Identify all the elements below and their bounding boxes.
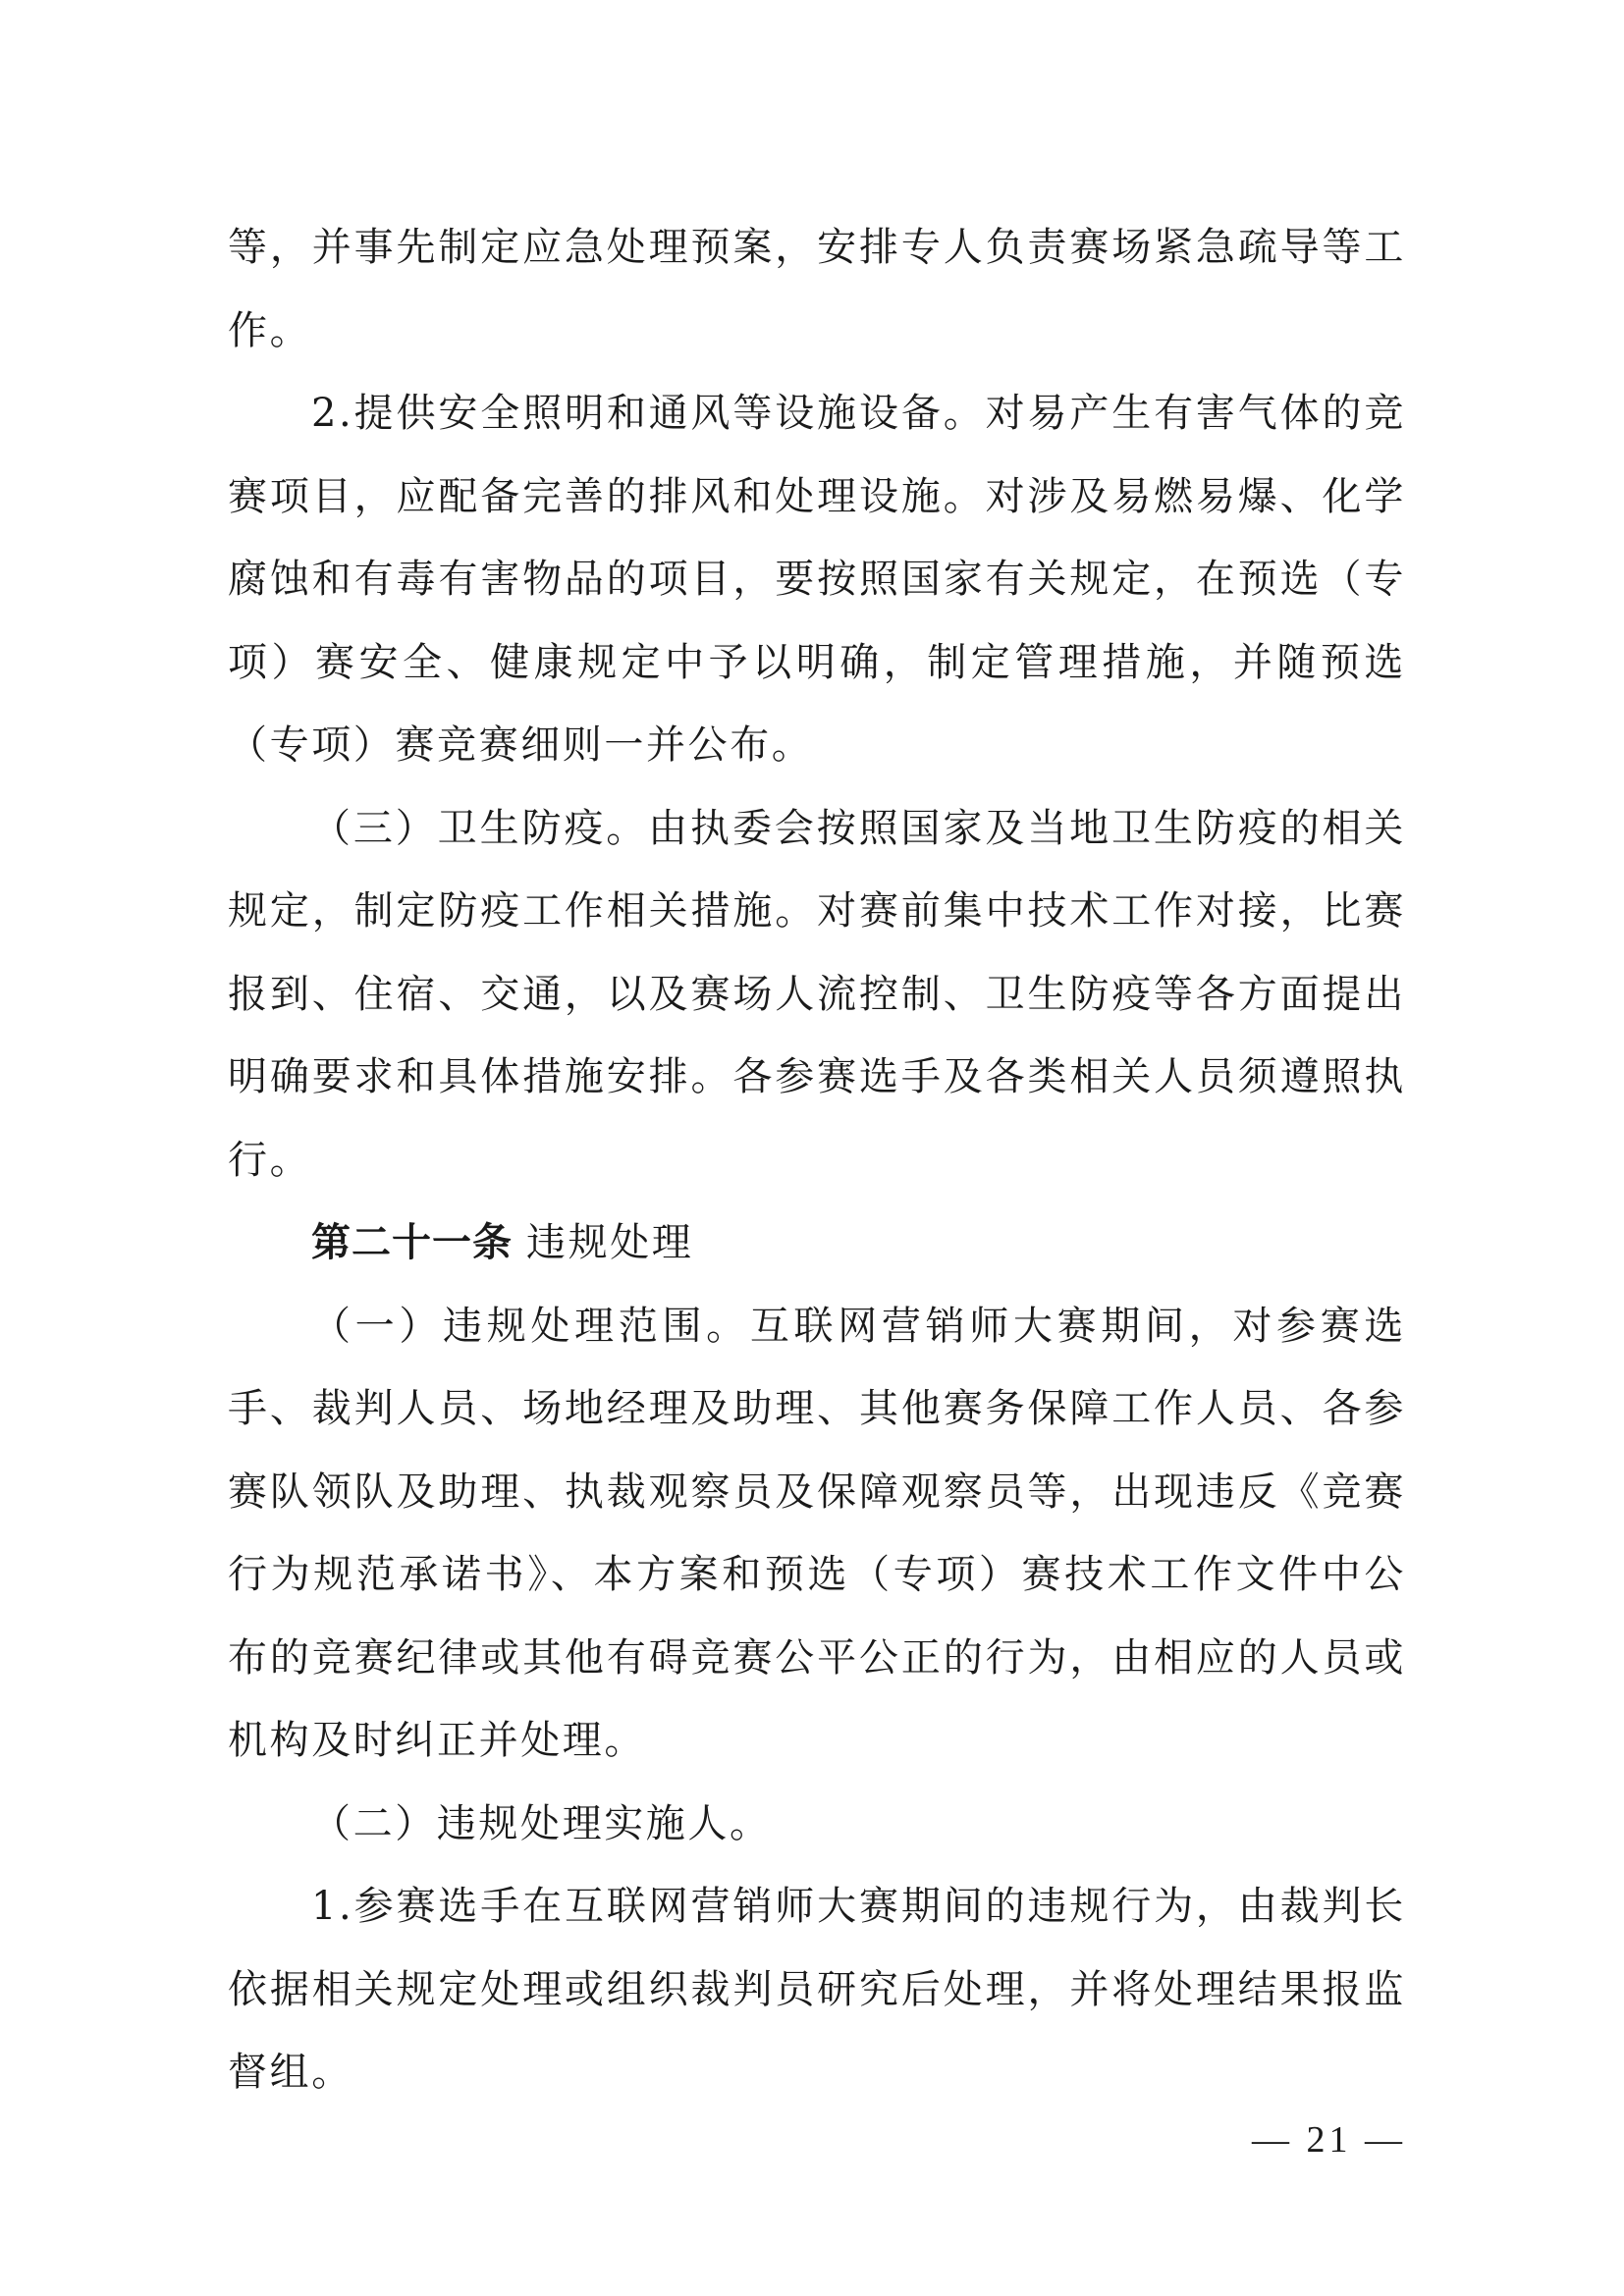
- paragraph-violation-executor: （二）违规处理实施人。: [311, 1800, 772, 1846]
- paragraph-continuation: 等，并事先制定应急处理预案，安排专人负责赛场紧急疏导等工作。: [228, 225, 1406, 353]
- paragraph-contestant-violation: 1.参赛选手在互联网营销师大赛期间的违规行为，由裁判长依据相关规定处理或组织裁判员研究后处理，并将处理结果报监督组。: [228, 1884, 1406, 2095]
- paragraph-health-epidemic: （三）卫生防疫。由执委会按照国家及当地卫生防疫的相关规定，制定防疫工作相关措施。对赛前集中技术工作对接，比赛报到、住宿、交通，以及赛场人流控制、卫生防疫等各方面提出明确要求和具体措施安排。各参赛选手及各类相关人员须遵照执行。: [228, 805, 1406, 1183]
- article-heading: [228, 1201, 1406, 1285]
- page-number: — 21 —: [1252, 2119, 1406, 2161]
- paragraph-violation-scope: （一）违规处理范围。互联网营销师大赛期间，对参赛选手、裁判人员、场地经理及助理、其他赛务保障工作人员、各参赛队领队及助理、执裁观察员及保障观察员等，出现违反《竞赛行为规范承诺书》、本方案和预选（专项）赛技术工作文件中公布的竞赛纪律或其他有碍竞赛公平公正的行为，由相应的人员或机构及时纠正并处理。: [228, 1303, 1406, 1763]
- article-title: 违规处理: [526, 1220, 694, 1265]
- paragraph-lighting-ventilation: 2.提供安全照明和通风等设施设备。对易产生有害气体的竞赛项目，应配备完善的排风和处理设施。对涉及易燃易爆、化学腐蚀和有毒有害物品的项目，要按照国家有关规定，在预选（专项）赛安全、健康规定中予以明确，制定管理措施，并随预选（专项）赛竞赛细则一并公布。: [228, 391, 1406, 768]
- article-number: 第二十一条: [311, 1220, 513, 1265]
- document-body: [228, 206, 1406, 2114]
